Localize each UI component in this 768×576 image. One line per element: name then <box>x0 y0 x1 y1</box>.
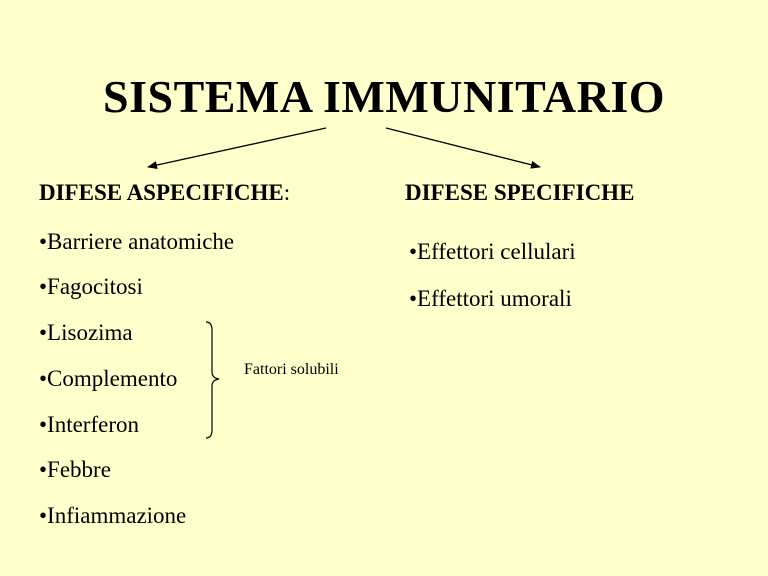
list-item: •Effettori cellulari <box>409 239 576 264</box>
list-item: •Fagocitosi <box>39 274 143 299</box>
brace-icon <box>206 322 219 438</box>
arrow-to-aspecific <box>148 128 326 167</box>
list-item: •Infiammazione <box>39 503 187 528</box>
heading-aspecific: DIFESE ASPECIFICHE: <box>39 180 291 205</box>
page-title: SISTEMA IMMUNITARIO <box>103 71 665 122</box>
list-item: •Lisozima <box>39 320 133 345</box>
list-item: •Barriere anatomiche <box>39 229 235 254</box>
list-item: •Febbre <box>39 457 111 482</box>
list-item: •Complemento <box>39 366 178 391</box>
arrow-to-specific <box>386 128 540 167</box>
list-item: •Interferon <box>39 412 139 437</box>
list-item: •Effettori umorali <box>409 286 572 311</box>
brace-label: Fattori solubili <box>244 361 339 378</box>
heading-specific: DIFESE SPECIFICHE <box>405 180 635 205</box>
